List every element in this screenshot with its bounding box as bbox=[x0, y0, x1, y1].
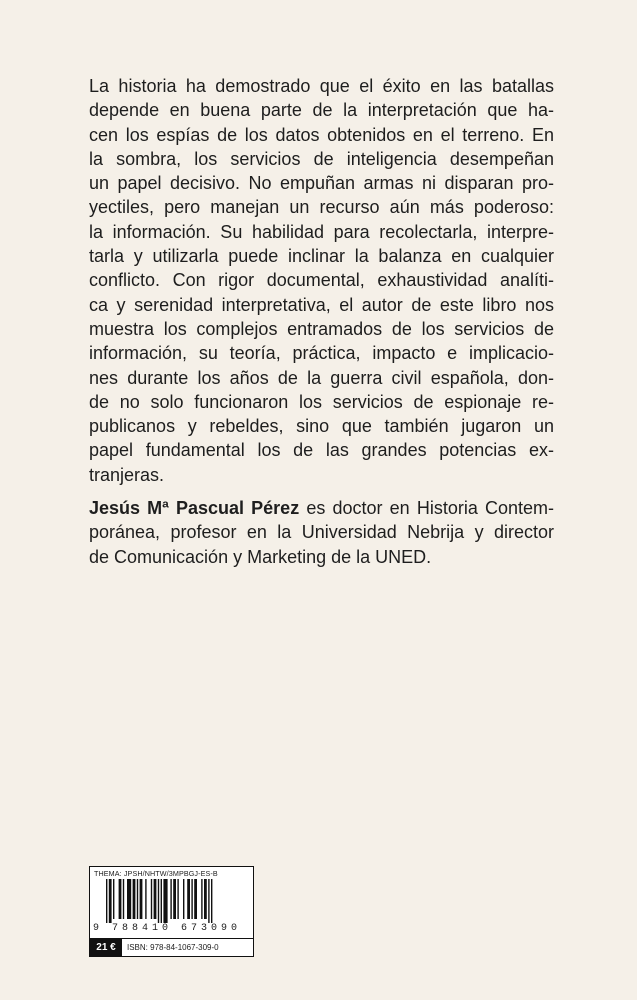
blurb-line: cen los espías de los datos obtenidos en el terreno. En bbox=[89, 124, 554, 145]
back-cover-blurb bbox=[89, 74, 554, 569]
barcode-digits-left: 788410 bbox=[112, 923, 173, 934]
blurb-line: depende en buena parte de la interpretación que ha- bbox=[89, 100, 554, 121]
author-bio-line: de Comunicación y Marketing de la UNED. bbox=[89, 546, 432, 567]
blurb-line: de no solo funcionaron los servicios de espionaje re- bbox=[89, 391, 554, 412]
author-name: Jesús Mª Pascual Pérez bbox=[89, 498, 300, 519]
blurb-line: papel fundamental los de las grandes potencias ex- bbox=[89, 440, 554, 461]
author-bio-line bbox=[89, 496, 554, 520]
barcode-digit-first: 9 bbox=[93, 923, 100, 934]
blurb-line: tarla y utilizarla puede inclinar la balanza en cualquier bbox=[89, 246, 554, 267]
blurb-line: tranjeras. bbox=[89, 464, 165, 485]
blurb-line: la información. Su habilidad para recolectarla, interpre- bbox=[89, 221, 554, 242]
blurb-line: información, su teoría, práctica, impacto e implicacio- bbox=[89, 343, 554, 364]
barcode-digits-right: 673090 bbox=[181, 923, 242, 934]
barcode-box bbox=[89, 866, 254, 957]
isbn-label: ISBN: 978-84-1067-309-0 bbox=[127, 943, 219, 952]
barcode-icon bbox=[106, 879, 247, 923]
blurb-line: muestra los complejos entramados de los servicios de bbox=[89, 318, 554, 339]
author-bio-text: es doctor en Historia Contem- bbox=[299, 498, 554, 519]
price-isbn-row bbox=[90, 938, 253, 956]
blurb-line: nes durante los años de la guerra civil española, don- bbox=[89, 367, 554, 388]
blurb-line: conflicto. Con rigor documental, exhaustividad analíti- bbox=[89, 270, 554, 291]
blurb-line: ca y serenidad interpretativa, el autor de este libro nos bbox=[89, 294, 554, 315]
author-bio-line: poránea, profesor en la Universidad Nebrija y director bbox=[89, 522, 554, 543]
barcode-digits bbox=[92, 923, 249, 935]
price-label: 21 € bbox=[90, 939, 122, 956]
blurb-line: un papel decisivo. No empuñan armas ni disparan pro- bbox=[89, 173, 554, 194]
blurb-line: La historia ha demostrado que el éxito en las batallas bbox=[89, 76, 554, 96]
blurb-line: yectiles, pero manejan un recurso aún más poderoso: bbox=[89, 197, 554, 218]
blurb-line: publicanos y rebeldes, sino que también jugaron un bbox=[89, 416, 554, 437]
blurb-line: la sombra, los servicios de inteligencia desempeñan bbox=[89, 148, 554, 169]
thema-code: THEMA: JPSH/NHTW/3MPBGJ-ES-B bbox=[94, 869, 218, 878]
